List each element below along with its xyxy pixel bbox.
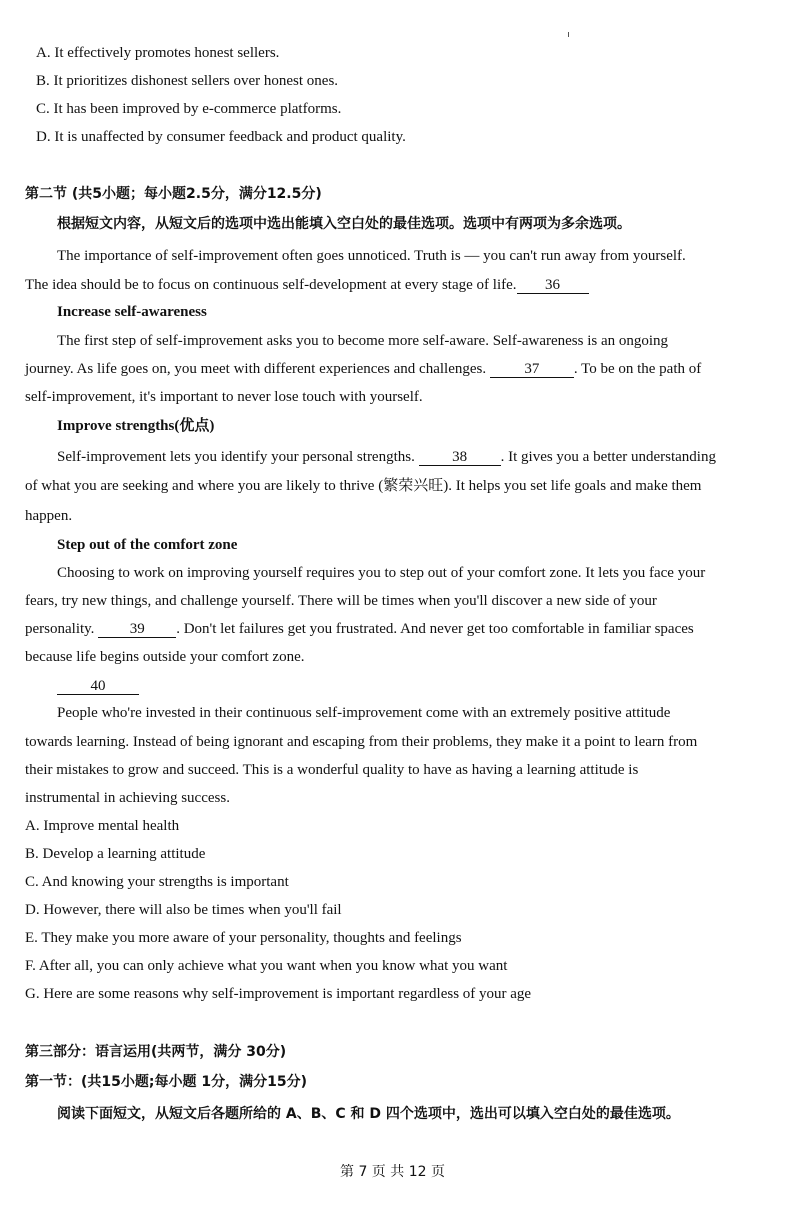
blank-39: 39	[98, 621, 176, 638]
para1-line-3: self-improvement, it's important to never lose touch with yourself.	[25, 389, 423, 405]
heading-comfort-zone: Step out of the comfort zone	[57, 537, 238, 553]
option-g: G. Here are some reasons why self-improvement is important regardless of your age	[25, 986, 532, 1002]
section2-instruction: 根据短文内容，从短文后的选项中选出能填入空白处的最佳选项。选项中有两项为多余选项。	[57, 216, 631, 232]
blank-38: 38	[419, 449, 501, 466]
para3-line-4: because life begins outside your comfort zone.	[25, 649, 305, 665]
intro-line-2	[25, 275, 589, 295]
para4-line-2: towards learning. Instead of being ignorant and escaping from their problems, they make it a point to learn from	[25, 734, 698, 750]
option-b: B. Develop a learning attitude	[25, 846, 206, 862]
heading-self-awareness: Increase self-awareness	[57, 304, 207, 320]
para1-text-b: . To be on the path of	[573, 361, 702, 377]
para2-line-2: of what you are seeking and where you are likely to thrive (繁荣兴旺). It helps you set life goals and make them	[25, 478, 702, 494]
prev-option-d: D. It is unaffected by consumer feedback and product quality.	[36, 129, 406, 145]
para4-line-4: instrumental in achieving success.	[25, 790, 230, 806]
para3-line-3	[25, 619, 694, 639]
option-c: C. And knowing your strengths is important	[25, 874, 289, 890]
scan-mark	[568, 32, 569, 37]
heading-improve-strengths: Improve strengths(优点)	[57, 418, 215, 434]
para3-text-b: . Don't let failures get you frustrated. And never get too comfortable in familiar spaces	[176, 621, 694, 637]
prev-option-c: C. It has been improved by e-commerce platforms.	[36, 101, 342, 117]
intro-line-1: The importance of self-improvement often goes unnoticed. Truth is — you can't run away from yourself.	[57, 248, 686, 264]
part3-section1-heading: 第一节：(共15小题;每小题 1分，满分15分)	[25, 1074, 307, 1090]
para3-line-2: fears, try new things, and challenge yourself. There will be times when you'll discover a new side of your	[25, 593, 657, 609]
option-e: E. They make you more aware of your personality, thoughts and feelings	[25, 930, 462, 946]
para2-text-a: Self-improvement lets you identify your personal strengths.	[57, 449, 415, 465]
blank-37: 37	[490, 361, 574, 378]
para2-line-3: happen.	[25, 508, 73, 524]
prev-option-a: A. It effectively promotes honest sellers.	[36, 45, 280, 61]
option-d: D. However, there will also be times when you'll fail	[25, 902, 342, 918]
prev-option-b: B. It prioritizes dishonest sellers over honest ones.	[36, 73, 339, 89]
para4-line-3: their mistakes to grow and succeed. This is a wonderful quality to have as having a learning attitude is	[25, 762, 639, 778]
para1-line-1: The first step of self-improvement asks you to become more self-aware. Self-awareness is an ongoing	[57, 333, 669, 349]
option-a: A. Improve mental health	[25, 818, 180, 834]
para3-line-1: Choosing to work on improving yourself requires you to step out of your comfort zone. It lets you face your	[57, 565, 706, 581]
part3-instruction: 阅读下面短文，从短文后各题所给的 A、B、C 和 D 四个选项中，选出可以填入空白处的最佳选项。	[57, 1106, 680, 1122]
option-f: F. After all, you can only achieve what you want when you know what you want	[25, 958, 508, 974]
intro-text: The idea should be to focus on continuous self-development at every stage of life.	[25, 277, 517, 293]
para4-line-1: People who're invested in their continuous self-improvement come with an extremely positive attitude	[57, 705, 671, 721]
page-footer: 第 7 页 共 12 页	[340, 1164, 445, 1180]
blank-40-line	[57, 676, 139, 696]
blank-40: 40	[57, 678, 139, 695]
blank-36: 36	[517, 277, 589, 294]
part3-heading: 第三部分：语言运用(共两节，满分 30分)	[25, 1044, 287, 1060]
para1-line-2	[25, 359, 701, 379]
section2-heading: 第二节 (共5小题；每小题2.5分，满分12.5分)	[25, 186, 322, 202]
para2-text-b: . It gives you a better understanding	[500, 449, 716, 465]
para3-text-a: personality.	[25, 621, 95, 637]
para2-line-1	[57, 447, 716, 467]
para1-text-a: journey. As life goes on, you meet with different experiences and challenges.	[25, 361, 487, 377]
